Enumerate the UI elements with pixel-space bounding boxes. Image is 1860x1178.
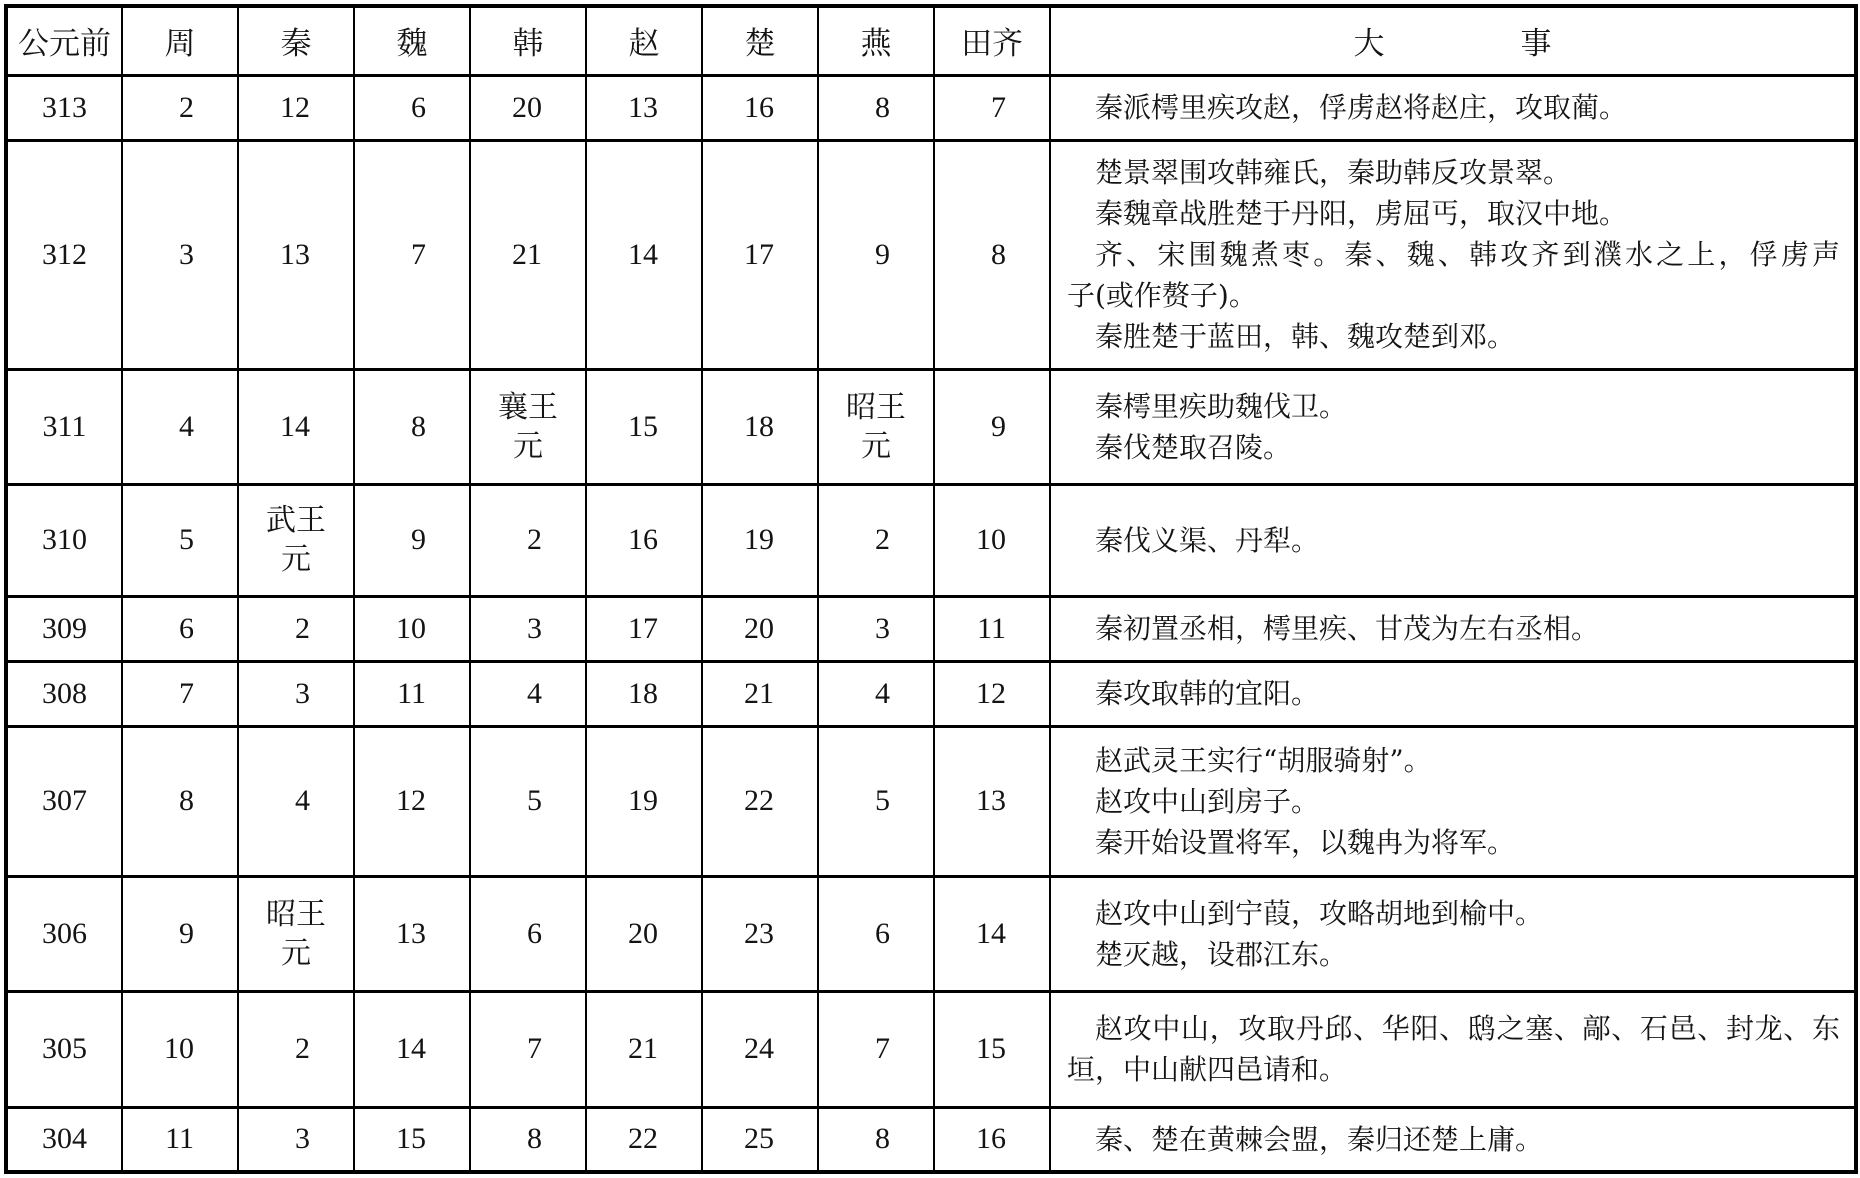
yan-cell: 8 <box>818 75 934 140</box>
event-line: 齐、宋围魏煮枣。秦、魏、韩攻齐到濮水之上，俘虏声 <box>1095 238 1840 271</box>
table-row <box>6 369 1856 484</box>
han-cell: 4 <box>470 661 586 726</box>
event-line: 赵攻中山到宁葭，攻略胡地到榆中。 <box>1095 896 1544 930</box>
zhou-cell: 11 <box>122 1107 238 1172</box>
qin-cell: 14 <box>238 369 354 484</box>
chu-cell: 16 <box>702 75 818 140</box>
han-cell: 8 <box>470 1107 586 1172</box>
yan-cell <box>818 369 934 484</box>
zhao-cell: 19 <box>586 726 702 876</box>
zhou-cell: 3 <box>122 140 238 369</box>
reign-start-label: 武王元 <box>266 503 326 577</box>
event-item <box>1067 673 1840 714</box>
event-line: 楚灭越，设郡江东。 <box>1095 937 1348 971</box>
tianqi-cell: 15 <box>934 991 1050 1107</box>
year-cell: 313 <box>6 75 122 140</box>
event-line: 秦派樗里疾攻赵，俘虏赵将赵庄，攻取蔺。 <box>1095 91 1628 124</box>
event-line: 秦攻取韩的宜阳。 <box>1095 677 1320 710</box>
event-line: 赵攻中山，攻取丹邱、华阳、鸱之塞、鄗、石邑、封龙、东 <box>1095 1012 1840 1045</box>
year-cell: 306 <box>6 876 122 991</box>
reign-start-label: 昭王元 <box>846 389 906 464</box>
header-year: 公元前 <box>6 6 122 75</box>
header-qin: 秦 <box>238 6 354 75</box>
tianqi-cell: 10 <box>934 484 1050 596</box>
event-line: 秦初置丞相，樗里疾、甘茂为左右丞相。 <box>1095 612 1600 645</box>
event-line: 垣，中山献四邑请和。 <box>1067 1053 1348 1086</box>
events-cell <box>1050 369 1856 484</box>
header-chu: 楚 <box>702 6 818 75</box>
zhao-cell: 17 <box>586 596 702 661</box>
event-item <box>1067 934 1840 975</box>
event-item <box>1067 87 1840 128</box>
yan-cell: 9 <box>818 140 934 369</box>
reign-start-label: 襄王元 <box>498 389 558 464</box>
year-cell: 312 <box>6 140 122 369</box>
header-han: 韩 <box>470 6 586 75</box>
zhao-cell: 20 <box>586 876 702 991</box>
event-item <box>1067 386 1840 427</box>
zhou-cell: 6 <box>122 596 238 661</box>
event-item <box>1067 893 1840 934</box>
chu-cell: 18 <box>702 369 818 484</box>
yan-cell: 8 <box>818 1107 934 1172</box>
wei-cell: 12 <box>354 726 470 876</box>
zhou-cell: 8 <box>122 726 238 876</box>
wei-cell: 7 <box>354 140 470 369</box>
year-cell: 304 <box>6 1107 122 1172</box>
zhao-cell: 16 <box>586 484 702 596</box>
han-cell <box>470 369 586 484</box>
zhao-cell: 21 <box>586 991 702 1107</box>
tianqi-cell: 12 <box>934 661 1050 726</box>
qin-cell <box>238 484 354 596</box>
header-zhao: 赵 <box>586 6 702 75</box>
zhao-cell: 15 <box>586 369 702 484</box>
table-row <box>6 140 1856 369</box>
zhou-cell: 2 <box>122 75 238 140</box>
event-line: 秦伐楚取召陵。 <box>1095 430 1292 464</box>
event-item <box>1067 316 1840 357</box>
yan-cell: 2 <box>818 484 934 596</box>
chu-cell: 24 <box>702 991 818 1107</box>
qin-cell: 3 <box>238 1107 354 1172</box>
wei-cell: 13 <box>354 876 470 991</box>
event-line: 楚景翠围攻韩雍氏，秦助韩反攻景翠。 <box>1095 156 1572 189</box>
zhou-cell: 7 <box>122 661 238 726</box>
wei-cell: 8 <box>354 369 470 484</box>
qin-cell: 4 <box>238 726 354 876</box>
header-yan: 燕 <box>818 6 934 75</box>
chu-cell: 25 <box>702 1107 818 1172</box>
han-cell: 7 <box>470 991 586 1107</box>
qin-cell: 3 <box>238 661 354 726</box>
zhao-cell: 14 <box>586 140 702 369</box>
han-cell: 20 <box>470 75 586 140</box>
qin-cell <box>238 876 354 991</box>
year-cell: 305 <box>6 991 122 1107</box>
header-wei: 魏 <box>354 6 470 75</box>
zhou-cell: 10 <box>122 991 238 1107</box>
yan-cell: 5 <box>818 726 934 876</box>
event-line: 赵武灵王实行“胡服骑射”。 <box>1095 743 1432 777</box>
header-tianqi: 田齐 <box>934 6 1050 75</box>
reign-start-label: 昭王元 <box>266 896 326 971</box>
year-cell: 309 <box>6 596 122 661</box>
event-item <box>1067 193 1840 234</box>
wei-cell: 6 <box>354 75 470 140</box>
han-cell: 2 <box>470 484 586 596</box>
tianqi-cell: 7 <box>934 75 1050 140</box>
event-item <box>1067 234 1840 316</box>
event-line: 秦伐义渠、丹犁。 <box>1095 523 1320 557</box>
event-item <box>1067 781 1840 822</box>
event-item <box>1067 1119 1840 1160</box>
tianqi-cell: 9 <box>934 369 1050 484</box>
year-cell: 307 <box>6 726 122 876</box>
events-cell <box>1050 661 1856 726</box>
tianqi-cell: 11 <box>934 596 1050 661</box>
chu-cell: 17 <box>702 140 818 369</box>
events-cell <box>1050 596 1856 661</box>
han-cell: 5 <box>470 726 586 876</box>
tianqi-cell: 8 <box>934 140 1050 369</box>
event-item <box>1067 427 1840 468</box>
event-line: 秦魏章战胜楚于丹阳，虏屈丐，取汉中地。 <box>1095 197 1628 230</box>
table-row <box>6 596 1856 661</box>
table-row <box>6 75 1856 140</box>
events-cell <box>1050 876 1856 991</box>
zhou-cell: 5 <box>122 484 238 596</box>
wei-cell: 10 <box>354 596 470 661</box>
qin-cell: 2 <box>238 596 354 661</box>
yan-cell: 3 <box>818 596 934 661</box>
zhou-cell: 4 <box>122 369 238 484</box>
events-cell <box>1050 991 1856 1107</box>
zhou-cell: 9 <box>122 876 238 991</box>
table-row <box>6 876 1856 991</box>
han-cell: 21 <box>470 140 586 369</box>
header-events-label: 大事 <box>1353 26 1688 63</box>
wei-cell: 14 <box>354 991 470 1107</box>
chronology-table <box>4 4 1858 1174</box>
han-cell: 3 <box>470 596 586 661</box>
qin-cell: 2 <box>238 991 354 1107</box>
header-events <box>1050 6 1856 75</box>
events-cell <box>1050 726 1856 876</box>
tianqi-cell: 13 <box>934 726 1050 876</box>
event-item <box>1067 520 1840 561</box>
zhao-cell: 22 <box>586 1107 702 1172</box>
yan-cell: 7 <box>818 991 934 1107</box>
table-row <box>6 661 1856 726</box>
chu-cell: 23 <box>702 876 818 991</box>
event-item <box>1067 608 1840 649</box>
event-line: 赵攻中山到房子。 <box>1095 784 1320 818</box>
event-item <box>1067 1008 1840 1090</box>
yan-cell: 6 <box>818 876 934 991</box>
wei-cell: 11 <box>354 661 470 726</box>
yan-cell: 4 <box>818 661 934 726</box>
year-cell: 311 <box>6 369 122 484</box>
qin-cell: 13 <box>238 140 354 369</box>
chu-cell: 22 <box>702 726 818 876</box>
header-zhou: 周 <box>122 6 238 75</box>
events-cell <box>1050 484 1856 596</box>
year-cell: 308 <box>6 661 122 726</box>
chu-cell: 21 <box>702 661 818 726</box>
zhao-cell: 13 <box>586 75 702 140</box>
wei-cell: 15 <box>354 1107 470 1172</box>
table-row <box>6 991 1856 1107</box>
header-row <box>6 6 1856 75</box>
events-cell <box>1050 140 1856 369</box>
wei-cell: 9 <box>354 484 470 596</box>
event-line: 秦樗里疾助魏伐卫。 <box>1095 389 1348 423</box>
event-line: 秦胜楚于蓝田，韩、魏攻楚到邓。 <box>1095 320 1516 353</box>
chu-cell: 19 <box>702 484 818 596</box>
events-cell <box>1050 75 1856 140</box>
year-cell: 310 <box>6 484 122 596</box>
chu-cell: 20 <box>702 596 818 661</box>
event-item <box>1067 822 1840 863</box>
han-cell: 6 <box>470 876 586 991</box>
qin-cell: 12 <box>238 75 354 140</box>
event-line: 秦开始设置将军，以魏冉为将军。 <box>1095 825 1516 859</box>
event-item <box>1067 740 1840 781</box>
tianqi-cell: 16 <box>934 1107 1050 1172</box>
tianqi-cell: 14 <box>934 876 1050 991</box>
zhao-cell: 18 <box>586 661 702 726</box>
event-line: 子(或作赘子)。 <box>1067 279 1257 312</box>
table-row <box>6 484 1856 596</box>
event-item <box>1067 152 1840 193</box>
table-row <box>6 1107 1856 1172</box>
events-cell <box>1050 1107 1856 1172</box>
event-line: 秦、楚在黄棘会盟，秦归还楚上庸。 <box>1095 1122 1544 1156</box>
table-row <box>6 726 1856 876</box>
